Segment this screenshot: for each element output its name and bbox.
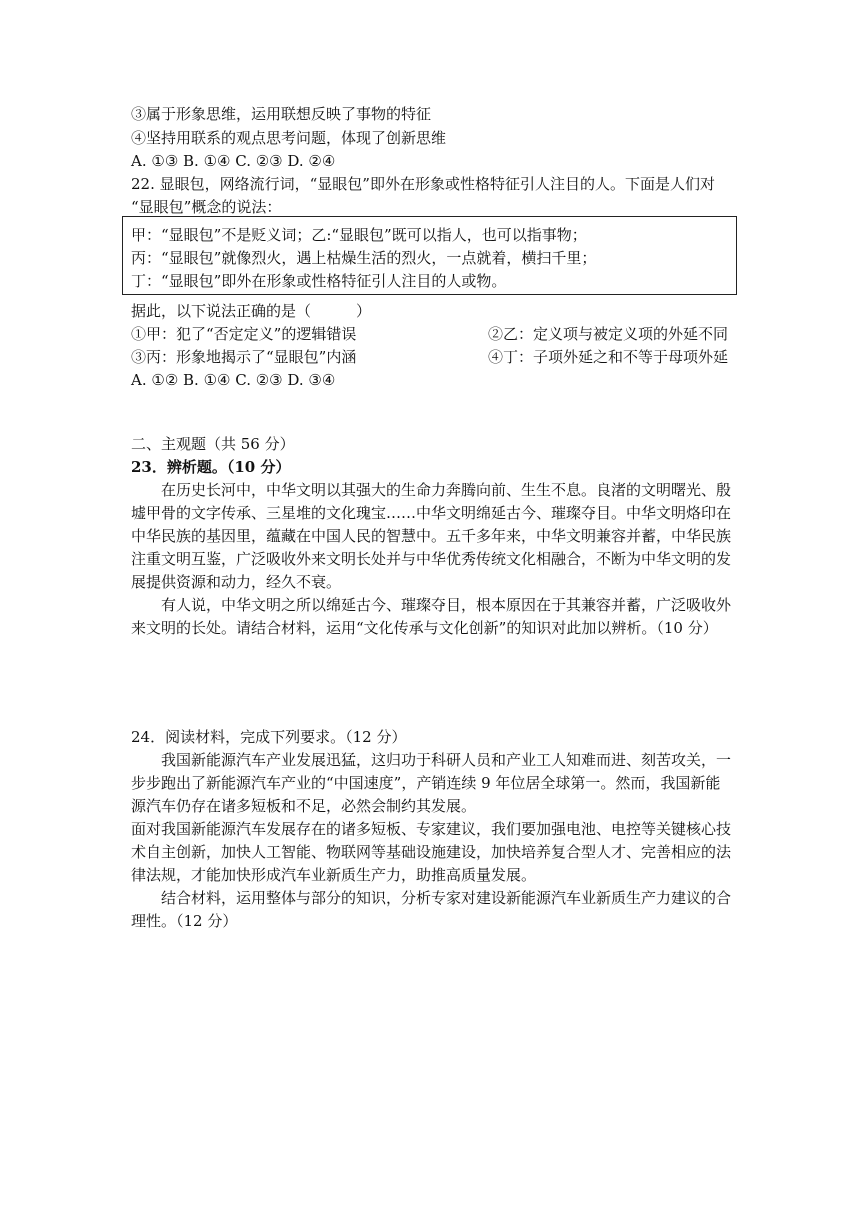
q22-answer-choices: A. ①② B. ①④ C. ②③ D. ③④	[131, 371, 336, 389]
q23-line-5: 展提供资源和动力，经久不衰。	[131, 573, 342, 591]
q22-option-3: ③丙：形象地揭示了“显眼包”内涵	[131, 348, 357, 366]
q22-statements-box	[122, 216, 737, 295]
q22-question: 据此，以下说法正确的是（ ）	[131, 302, 372, 320]
q24-line-4: 面对我国新能源汽车发展存在的诸多短板、专家建议，我们要加强电池、电控等关键核心技	[131, 820, 732, 838]
q23-line-2: 墟甲骨的文字传承、三星堆的文化瑰宝……中华文明绵延古今、璀璨夺目。中华文明烙印在	[131, 504, 732, 522]
q24-line-7: 结合材料，运用整体与部分的知识，分析专家对建设新能源汽车业新质生产力建议的合	[161, 889, 732, 907]
q24-line-2: 步步跑出了新能源汽车产业的“中国速度”，产销连续 9 年位居全球第一。然而，我国新能	[131, 774, 721, 792]
q23-line-3: 中华民族的基因里，蕴藏在中国人民的智慧中。五千多年来，中华文明兼容并蓄，中华民族	[131, 527, 732, 545]
q22-option-4: ④丁：子项外延之和不等于母项外延	[488, 348, 729, 366]
q23-title: 23．辨析题。（10 分）	[131, 458, 291, 476]
section-2-title: 二、主观题（共 56 分）	[131, 435, 295, 453]
q21-option-3: ③属于形象思维，运用联想反映了事物的特征	[131, 105, 432, 123]
q24-line-5: 术自主创新，加快人工智能、物联网等基础设施建设，加快培养复合型人才、完善相应的法	[131, 843, 732, 861]
q23-line-7: 来文明的长处。请结合材料，运用“文化传承与文化创新”的知识对此加以辨析。（10 分）	[131, 619, 718, 637]
q22-box-line-3: 丁：“显眼包”即外在形象或性格特征引人注目的人或物。	[131, 272, 507, 290]
q22-stem-line-1: 22. 显眼包，网络流行词，“显眼包”即外在形象或性格特征引人注目的人。下面是人们对	[131, 175, 715, 193]
q21-answer-choices: A. ①③ B. ①④ C. ②③ D. ②④	[131, 152, 336, 170]
q23-line-1: 在历史长河中，中华文明以其强大的生命力奔腾向前、生生不息。良渚的文明曙光、殷	[161, 481, 732, 499]
q24-line-3: 源汽车仍存在诸多短板和不足，必然会制约其发展。	[131, 797, 477, 815]
q24-line-6: 律法规，才能加快形成汽车业新质生产力，助推高质量发展。	[131, 866, 537, 884]
q21-option-4: ④坚持用联系的观点思考问题，体现了创新思维	[131, 129, 447, 147]
q22-option-1: ①甲：犯了“否定定义”的逻辑错误	[131, 325, 357, 343]
q24-title: 24．阅读材料，完成下列要求。（12 分）	[131, 728, 407, 746]
q24-line-1: 我国新能源汽车产业发展迅猛，这归功于科研人员和产业工人知难而进、刻苦攻关，一	[161, 751, 732, 769]
q22-box-line-1: 甲：“显眼包”不是贬义词；乙:“显眼包”既可以指人，也可以指事物；	[131, 226, 587, 244]
q22-stem-line-2: “显眼包”概念的说法：	[131, 198, 282, 216]
q22-option-2: ②乙：定义项与被定义项的外延不同	[488, 325, 729, 343]
q23-line-4: 注重文明互鉴，广泛吸收外来文明长处并与中华优秀传统文化相融合，不断为中华文明的发	[131, 550, 732, 568]
q23-line-6: 有人说，中华文明之所以绵延古今、璀璨夺目，根本原因在于其兼容并蓄，广泛吸收外	[161, 596, 732, 614]
q24-line-8: 理性。（12 分）	[131, 912, 238, 930]
q22-box-line-2: 丙：“显眼包”就像烈火，遇上枯燥生活的烈火，一点就着，横扫千里；	[131, 249, 597, 267]
